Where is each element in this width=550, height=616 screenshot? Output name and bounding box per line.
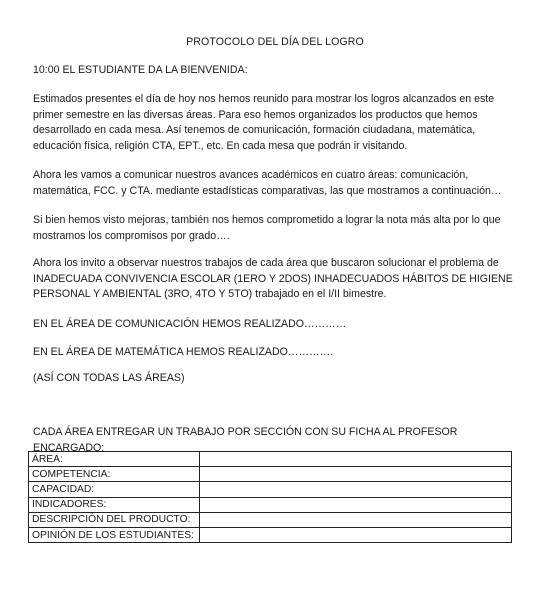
table-row <box>29 512 512 527</box>
intro-line: 10:00 EL ESTUDIANTE DA LA BIENVENIDA: <box>33 64 248 76</box>
progress-paragraph: Ahora les vamos a comunicar nuestros avances académicos en cuatro áreas: comunicación, matemática, FCC. y CTA. mediante estadísticas comparativas, las que mostramos a continuación… <box>33 169 502 197</box>
row-label-descripcion: DESCRIPCIÓN DEL PRODUCTO: <box>29 512 200 527</box>
table-row <box>29 482 512 497</box>
product-form-table <box>28 451 512 543</box>
works-paragraph: Ahora los invito a observar nuestros trabajos de cada área que buscaron solucionar el problema de INADECUADA CONVIVENCIA ESCOLAR (1ERO Y 2DOS) INHADECUADOS HÁBITOS DE HIGIENE PERSONAL Y AMBIENTAL (3RO, 4TO Y 5TO) trabajado en el I/II bimestre. <box>33 257 513 300</box>
row-label-competencia: COMPETENCIA: <box>29 467 200 482</box>
communication-area-line: EN EL ÁREA DE COMUNICACIÓN HEMOS REALIZADO………… <box>33 318 347 330</box>
table-row <box>29 527 512 542</box>
row-value-indicadores <box>200 497 512 512</box>
row-value-competencia <box>200 467 512 482</box>
row-label-indicadores: INDICADORES: <box>29 497 200 512</box>
table-row <box>29 497 512 512</box>
delivery-instruction: CADA ÁREA ENTREGAR UN TRABAJO POR SECCIÓN CON SU FICHA AL PROFESOR ENCARGADO: <box>33 426 458 454</box>
row-value-capacidad <box>200 482 512 497</box>
row-value-descripcion <box>200 512 512 527</box>
row-value-opinion <box>200 527 512 542</box>
math-area-line: EN EL ÁREA DE MATEMÁTICA HEMOS REALIZADO…………. <box>33 346 334 358</box>
commitments-paragraph: Si bien hemos visto mejoras, también nos hemos comprometido a lograr la nota más alta por lo que mostramos los compromisos por grado…. <box>33 214 501 242</box>
welcome-paragraph: Estimados presentes el día de hoy nos hemos reunido para mostrar los logros alcanzados en este primer semestre en las diversas áreas. Para eso hemos organizados los productos que hemos desarrollado en cada mesa. Así tenemos de comunicación, formación ciudadana, matemática, educación física, religión CTA, EPT., etc. En cada mesa que podrán ir visitando. <box>33 93 495 152</box>
row-value-area <box>200 452 512 467</box>
document-title: PROTOCOLO DEL DÍA DEL LOGRO <box>186 36 364 48</box>
row-label-opinion: OPINIÓN DE LOS ESTUDIANTES: <box>29 527 200 542</box>
table-row <box>29 452 512 467</box>
all-areas-note: (ASÍ CON TODAS LAS ÁREAS) <box>33 372 185 384</box>
table-row <box>29 467 512 482</box>
row-label-area: ÁREA: <box>29 452 200 467</box>
row-label-capacidad: CAPACIDAD: <box>29 482 200 497</box>
